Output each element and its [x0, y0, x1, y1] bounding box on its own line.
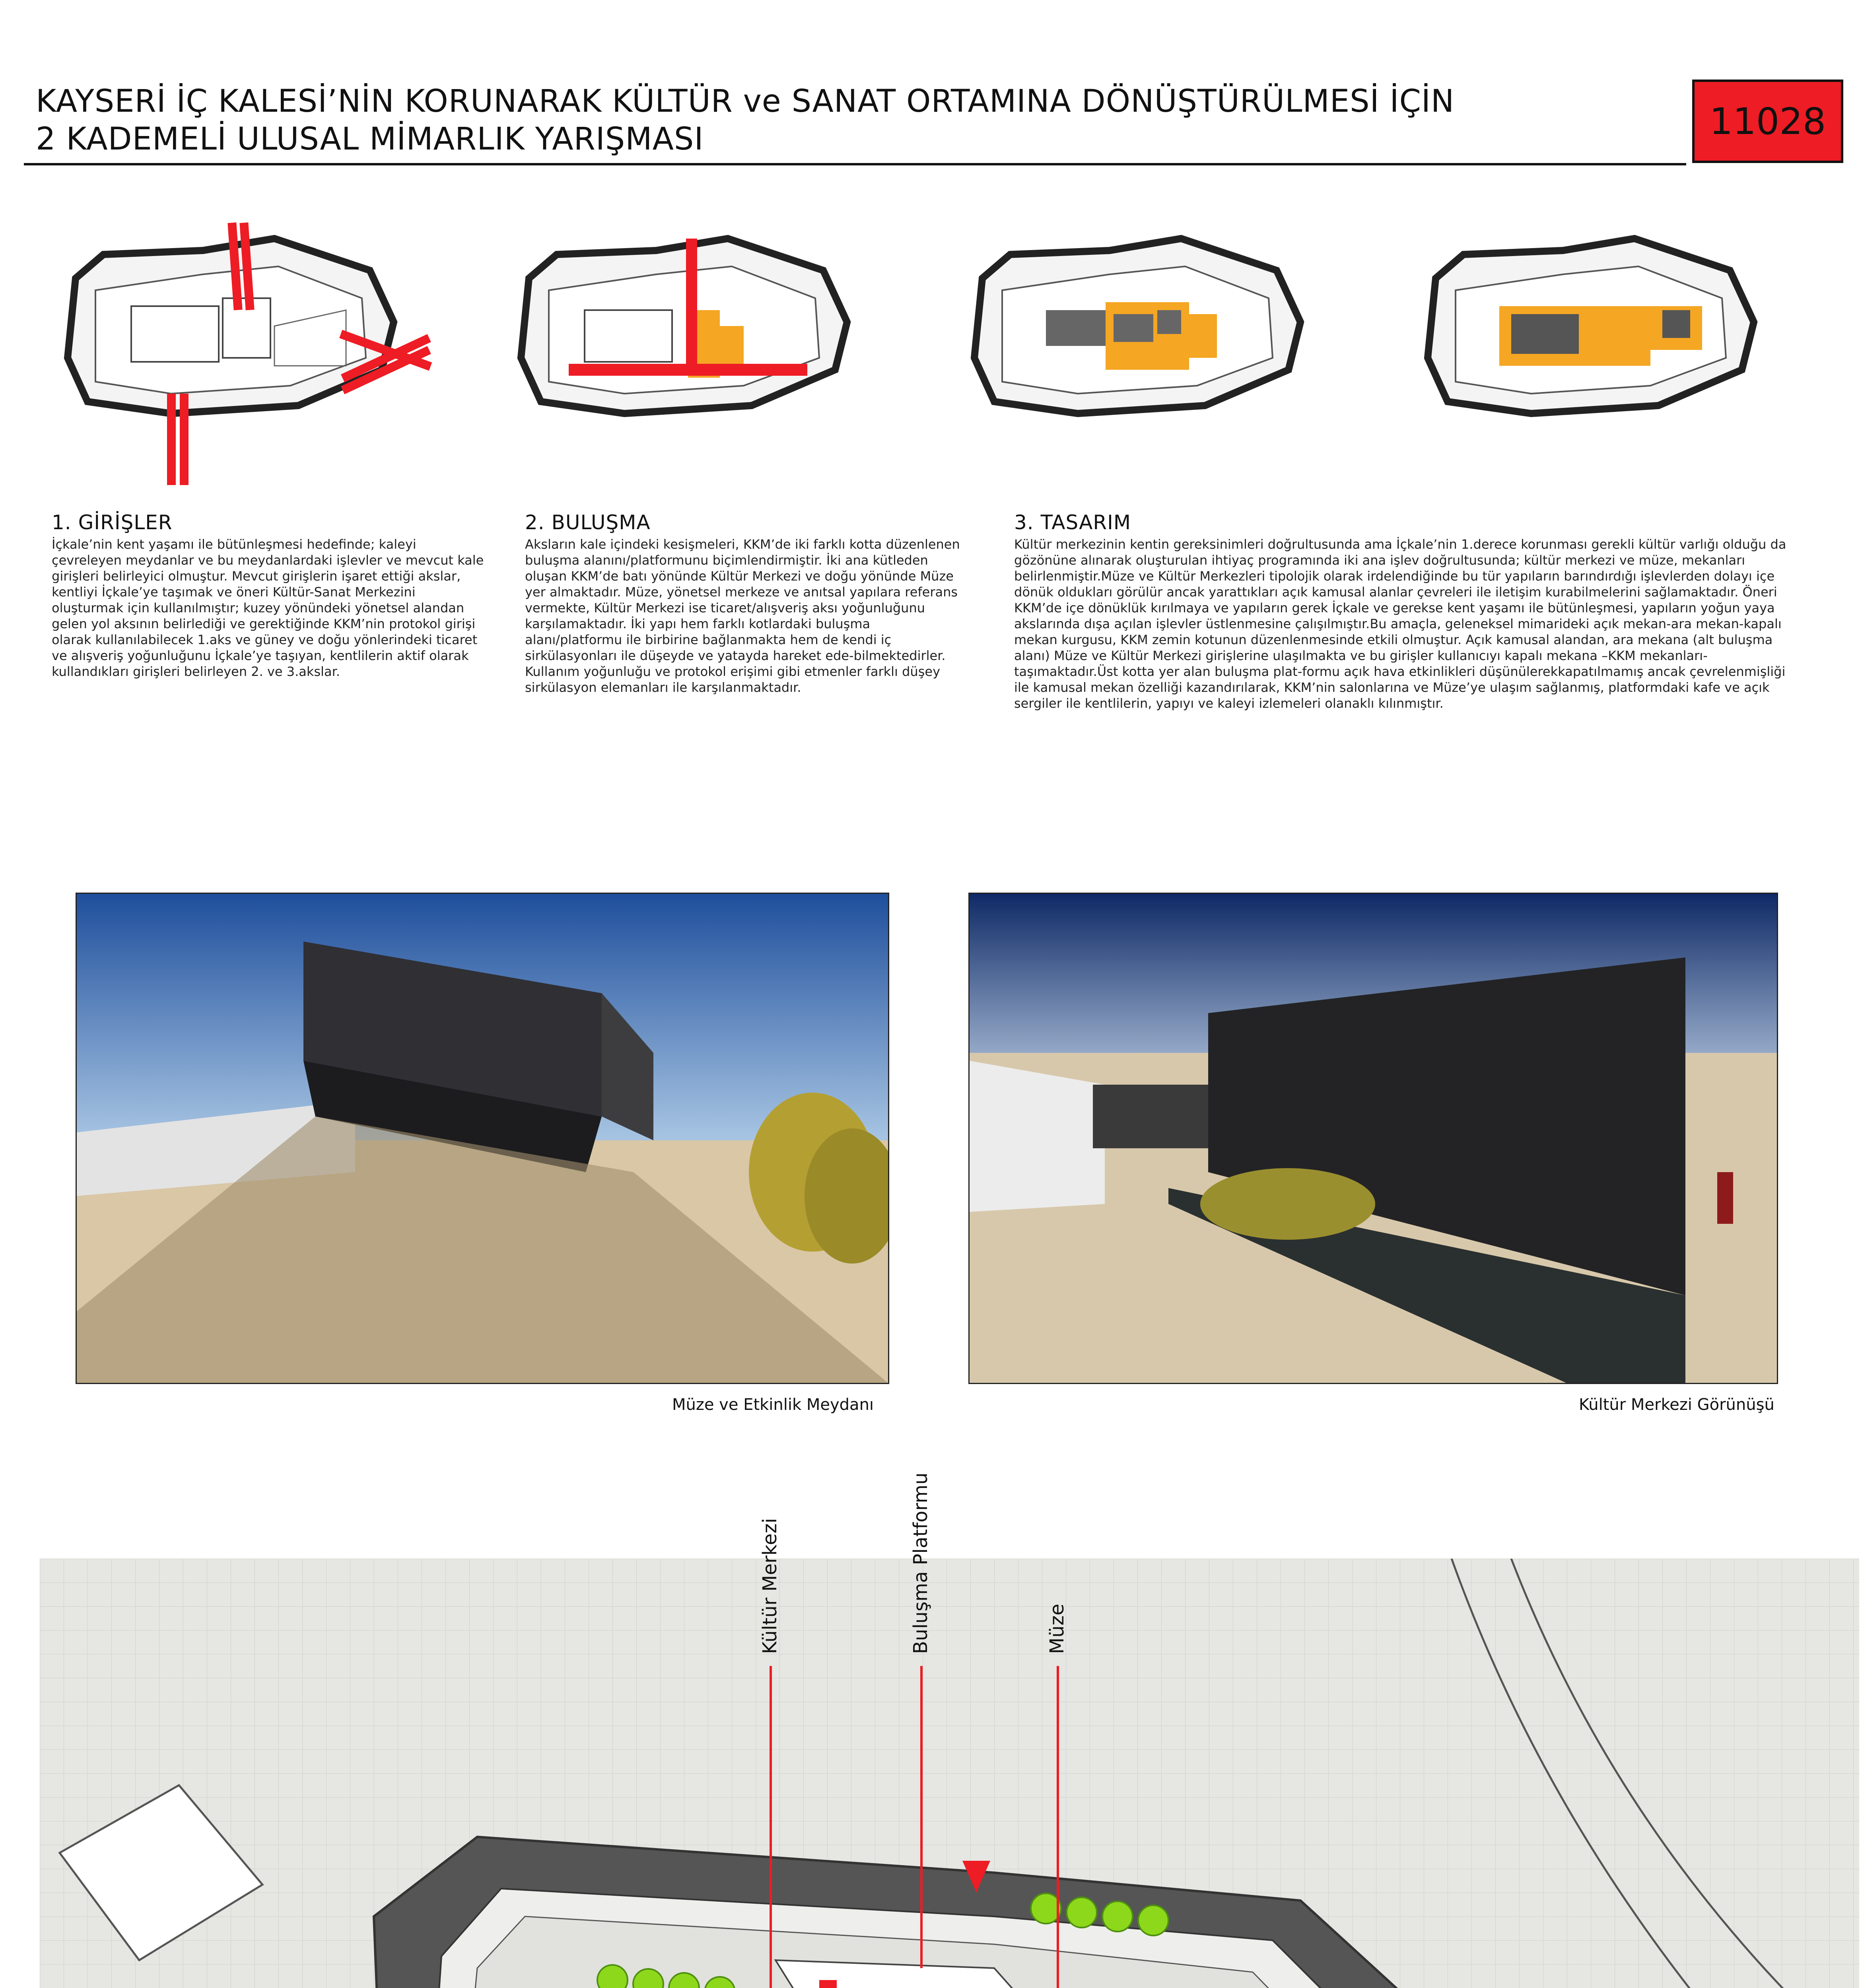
diagram-design-2: [1412, 207, 1794, 501]
title-line-1: KAYSERİ İÇ KALESİ’NİN KORUNARAK KÜLTÜR ve SANAT ORTAMINA DÖNÜŞTÜRÜLMESİ İÇİN: [36, 83, 1455, 119]
header: [24, 80, 1686, 165]
render-museum-square-image: [77, 894, 888, 1383]
render-culture-center: [968, 893, 1778, 1384]
section-entrances: [52, 511, 489, 679]
section-body: İçkale’nin kent yaşamı ile bütünleşmesi hedefinde; kaleyi çevreleyen meydanlar ve bu meydanlardaki işlevler ve mevcut kale girişleri belirleyici olmuştur. Mevcut girişlerin işaret ettiği akslar, kentliyi İçkale’ye taşımak ve öneri Kültür-Sanat Merkezini oluşturmak için kullanılmıştır; kuzey yönündeki yönetsel alandan gelen yol aksının belirlediği ve gerektiğinde KKM’nin protokol girişi olarak kullanılabilecek 1.aks ve güney ve doğu yönlerindeki ticaret ve alışveriş yoğunluğunu İçkale’ye taşıyan, kentlilerin aktif olarak kullandıkları girişleri belirleyen 2. ve 3.akslar.: [52, 537, 484, 679]
render-culture-center-image: [970, 894, 1777, 1383]
render-museum-square: [76, 893, 889, 1384]
site-plan: [40, 1559, 1859, 1988]
label-meeting-platform: Buluşma Platformu: [910, 1472, 932, 1654]
diagram-meeting-svg: [505, 207, 887, 501]
label-culture-center: Kültür Merkezi: [759, 1518, 781, 1654]
render-caption-culture: Kültür Merkezi Görünüşü: [1579, 1396, 1774, 1414]
diagram-entrances-svg: [52, 207, 433, 501]
section-body: Kültür merkezinin kentin gereksinimleri doğrultusunda ama İçkale’nin 1.derece korunması gerekli kültür varlığı olduğu da gözönüne alınarak oluşturulan ihtiyaç programında iki ana işlev doğrultusunda; kültür merkezi ve müze, mekanları belirlenmiştir.Müze ve Kültür Merkezleri tipolojik olarak irdelendiğinde bu tür yapıların barındırdığı işlevlerden dolayı içe dönük oldukları görülür ancak yarattıkları açık kamusal alanlar çevreleri ile iletişim kurabilmelerini sağlamaktadır. Öneri KKM’de içe dönüklük kırılmaya ve yapıların gerek İçkale ve gerekse kent yaşamı ile bütünleşmesi, yapıların yoğun yaya akslarında dışa açılan işlevler üstlenmesine çalışılmıştır.Bu amaçla, geleneksel mimarideki açık mekan-ara mekan-kapalı mekan kurgusu, KKM zemin kotunun düzenlenmesinde etkili olmuştur. Açık kamusal alandan, ara mekana (alt buluşma alanı) Müze ve Kültür Merkezi girişlerine ulaşılmakta ve bu girişler kullanıcıyı kapalı mekana –KKM mekanları-taşımaktadır.Üst kotta yer alan buluşma plat-formu açık hava etkinlikleri düşünülerekkapatılmamış ancak çevrelenmişliği ile kamusal mekan özelliği kazandırılarak, KKM’nin salonlarına ve Müze’ye ulaşım sağlanmış, platformdaki kafe ve açık sergiler ile kentlilerin, yapıyı ve kaleyi izlemeleri olanaklı kılınmıştır.: [1014, 537, 1786, 711]
render-caption-museum: Müze ve Etkinlik Meydanı: [672, 1396, 874, 1414]
section-heading: 1. GİRİŞLER: [52, 511, 173, 534]
diagram-design-1-svg: [958, 207, 1340, 501]
diagram-entrances: [52, 207, 433, 501]
entry-code-box: [1692, 80, 1843, 163]
section-body: Aksların kale içindeki kesişmeleri, KKM’de iki farklı kotta düzenlenen buluşma alanını/platformunu biçimlendirmiştir. İki ana kütleden oluşan KKM’de batı yönünde Kültür Merkezi ve doğu yönünde Müze yer almaktadır. Müze, yönetsel merkeze ve anıtsal yapılara referans vermekte, Kültür Merkezi ise ticaret/alışveriş aksı yoğunluğunu karşılamaktadır. İki yapı hem farklı kotlardaki buluşma alanı/platformu ile birbirine bağlanmakta hem de kendi iç sirkülasyonları ile düşeyde ve yatayda hareket ede-bilmektedirler. Kullanım yoğunluğu ve protokol erişimi gibi etmenler farklı düşey sirkülasyon elemanları ile karşılanmaktadır.: [525, 537, 960, 695]
entry-code: 11028: [1709, 100, 1826, 143]
section-heading: 3. TASARIM: [1014, 511, 1131, 534]
label-museum: Müze: [1046, 1604, 1068, 1654]
diagram-meeting: [505, 207, 887, 501]
title-line-2: 2 KADEMELİ ULUSAL MİMARLIK YARIŞMASI: [36, 121, 704, 157]
section-meeting: [525, 511, 962, 695]
diagram-design-2-svg: [1412, 207, 1794, 501]
section-heading: 2. BULUŞMA: [525, 511, 651, 534]
site-plan-drawing: [40, 1559, 1859, 1988]
diagram-design-1: [958, 207, 1340, 501]
section-design: [1014, 511, 1790, 711]
